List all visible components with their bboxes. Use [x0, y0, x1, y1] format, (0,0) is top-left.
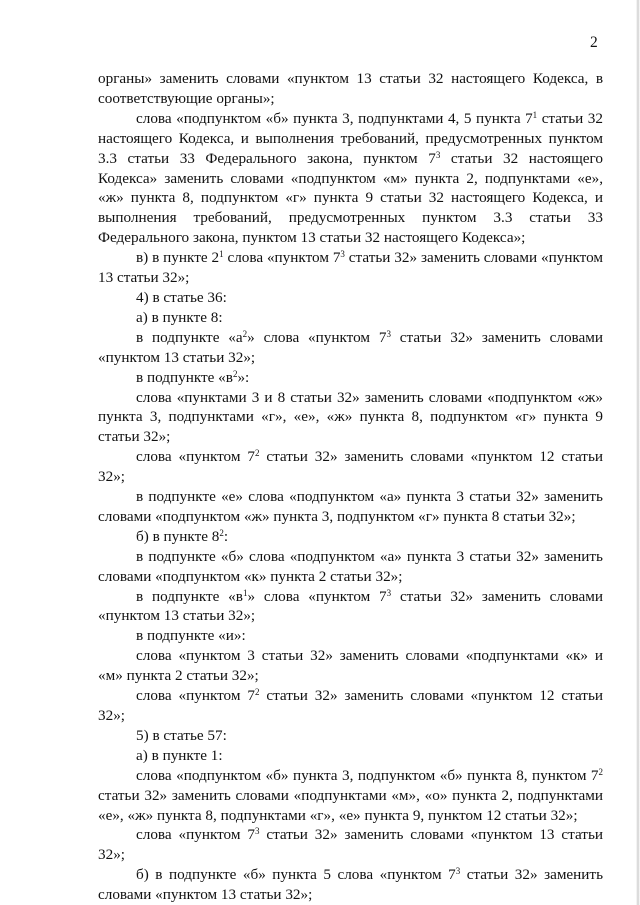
- paragraph: [98, 248, 603, 288]
- text-fragment: в) в пункте 2: [136, 249, 220, 267]
- text-fragment: в подпункте «б» слова «подпунктом «а» пункта 3 статьи 32» заменить словами «подпунктом «к» пункта 2 статьи 32»;: [98, 547, 603, 585]
- text-fragment: слова «пунктом 7: [223, 249, 341, 267]
- paragraph: [98, 328, 603, 368]
- paragraph: [98, 626, 603, 646]
- text-fragment: б) в пункте 8: [136, 527, 220, 545]
- paragraph: [98, 487, 603, 527]
- paragraph: [98, 587, 603, 627]
- text-fragment: статьи 32» заменить словами «пунктом 12 статьи 32»;: [98, 687, 603, 724]
- superscript: 3: [386, 587, 392, 598]
- text-fragment: статьи 32» заменить словами «пунктом 12 статьи 32»;: [98, 448, 603, 486]
- paragraph: [98, 388, 603, 448]
- superscript: 2: [598, 766, 603, 777]
- superscript: 2: [242, 328, 248, 339]
- superscript: 3: [455, 866, 461, 877]
- text-fragment: :: [223, 527, 229, 545]
- paragraph: [98, 825, 603, 865]
- page-number: 2: [590, 34, 598, 51]
- paragraph: [98, 527, 603, 547]
- paragraph: [98, 288, 603, 308]
- text-fragment: слова «пунктами 3 и 8 статьи 32» заменить словами «подпунктом «ж» пункта 3, подпунктами «г», «е», «ж» пункта 8, подпунктом «г» пункта 9 статьи 32»;: [98, 388, 603, 446]
- text-fragment: статьи 32» заменить словами «пунктом 13 статьи 32»;: [98, 328, 603, 366]
- text-fragment: статьи 32 настоящего Кодекса» заменить словами «подпунктом «м» пункта 2, подпунктами «е», «ж» пункта 8, подпунктом «г» пункта 9 статьи 32 настоящего Кодекса, и выполнения требований, предусмотренных пунктом 3.3 статьи 33 Федерального закона, пунктом 13 статьи 32 настоящего Кодекса»;: [98, 149, 603, 247]
- text-fragment: статьи 32» заменить словами «подпунктами «м», «о» пункта 2, подпунктами «е», «ж» пункта 8, подпунктами «г», «е» пункта 9, пунктом 12 статьи 32»;: [98, 786, 603, 824]
- text-fragment: в подпункте «в: [136, 587, 243, 605]
- superscript: 2: [254, 448, 260, 459]
- paragraph: [98, 686, 603, 726]
- text-fragment: статьи 32» заменить словами «пунктом 13 статьи 32»;: [98, 249, 603, 287]
- text-fragment: слова «пунктом 7: [136, 448, 255, 466]
- text-fragment: » слова «пунктом 7: [247, 587, 387, 605]
- text-fragment: » слова «пунктом 7: [247, 328, 387, 346]
- text-fragment: слова «пунктом 7: [136, 826, 255, 844]
- text-fragment: 4) в статье 36:: [136, 288, 227, 306]
- text-fragment: в подпункте «е» слова «подпунктом «а» пункта 3 статьи 32» заменить словами «подпунктом «ж» пункта 3, подпунктом «г» пункта 8 статьи 32»;: [98, 488, 603, 525]
- text-fragment: б) в подпункте «б» пункта 5 слова «пунктом 7: [136, 866, 456, 884]
- text-fragment: в подпункте «в: [136, 368, 233, 386]
- text-fragment: статьи 32» заменить словами «пунктом 13 статьи 32»;: [98, 866, 603, 904]
- scan-edge-shadow: [636, 0, 640, 905]
- text-fragment: статьи 32» заменить словами «пунктом 13 статьи 32»;: [98, 587, 603, 625]
- paragraph: [98, 646, 603, 686]
- paragraph: [98, 447, 603, 487]
- superscript: 2: [219, 527, 224, 538]
- paragraph: [98, 308, 603, 328]
- superscript: 2: [254, 687, 260, 698]
- superscript: 3: [340, 249, 345, 260]
- superscript: 1: [532, 109, 538, 120]
- document-body: [98, 69, 603, 905]
- text-fragment: слова «пунктом 7: [136, 687, 255, 705]
- text-fragment: слова «пунктом 3 статьи 32» заменить словами «подпунктами «к» и «м» пункта 2 статьи 32»;: [98, 647, 603, 685]
- text-fragment: слова «подпунктом «б» пункта 3, подпунктами 4, 5 пункта 7: [136, 109, 533, 127]
- paragraph: [98, 746, 603, 766]
- text-fragment: статьи 32» заменить словами «пунктом 13 статьи 32»;: [98, 826, 603, 864]
- paragraph: [98, 109, 603, 248]
- text-fragment: а) в пункте 8:: [136, 308, 223, 326]
- text-fragment: слова «подпунктом «б» пункта 3, подпунктом «б» пункта 8, пунктом 7: [136, 766, 599, 784]
- superscript: 3: [386, 328, 391, 339]
- text-fragment: в подпункте «и»:: [136, 627, 246, 645]
- paragraph: [98, 865, 603, 905]
- paragraph: [98, 368, 603, 388]
- paragraph: [98, 547, 603, 587]
- text-fragment: »:: [237, 368, 250, 386]
- superscript: 1: [219, 249, 224, 260]
- superscript: 1: [242, 587, 248, 598]
- text-fragment: статьи 32 настоящего Кодекса, и выполнения требований, предусмотренных пунктом 3.3 статьи 33 Федерального закона, пунктом 7: [98, 109, 603, 167]
- text-fragment: органы» заменить словами «пунктом 13 статьи 32 настоящего Кодекса, в соответствующие органы»;: [98, 70, 603, 107]
- text-fragment: 5) в статье 57:: [136, 726, 227, 744]
- paragraph: [98, 69, 603, 109]
- superscript: 3: [435, 149, 441, 160]
- paragraph: [98, 726, 603, 746]
- text-fragment: в подпункте «а: [136, 328, 243, 346]
- superscript: 3: [254, 826, 260, 837]
- paragraph: [98, 766, 603, 826]
- text-fragment: а) в пункте 1:: [136, 746, 223, 764]
- superscript: 2: [232, 368, 238, 379]
